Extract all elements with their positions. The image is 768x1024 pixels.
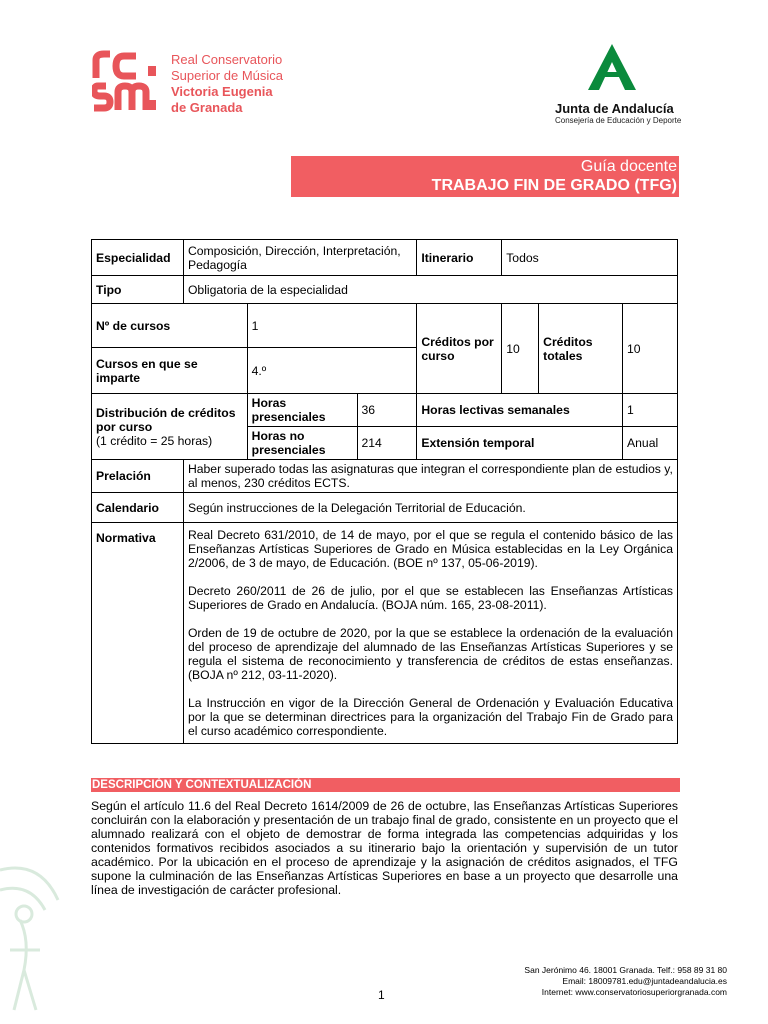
horas-presenciales-value: 36 bbox=[357, 394, 417, 427]
especialidad-value: Composición, Dirección, Interpretación, Pedagogía bbox=[183, 240, 416, 276]
especialidad-label: Especialidad bbox=[92, 240, 184, 276]
banner-subtitle: Guía docente bbox=[580, 158, 677, 175]
itinerario-label: Itinerario bbox=[417, 240, 502, 276]
institution-line-1: Real Conservatorio bbox=[171, 52, 283, 67]
distribucion-label: Distribución de créditos por curso bbox=[96, 405, 236, 434]
tipo-label: Tipo bbox=[92, 276, 184, 304]
normativa-paragraph: Orden de 19 de octubre de 2020, por la que se establece la ordenación de la evaluación del proceso de aprendizaje del alumnado de las Enseñanzas Artísticas Superiores y se regula el sistema de reconocimiento y transferencia de créditos de estas enseñanzas. (BOJA nº 212, 03-11-2020). bbox=[187, 626, 673, 682]
ncursos-label: Nº de cursos bbox=[92, 304, 248, 348]
ncursos-value: 1 bbox=[247, 304, 417, 348]
tipo-value: Obligatoria de la especialidad bbox=[183, 276, 677, 304]
section-heading: DESCRIPCIÓN Y CONTEXTUALIZACIÓN bbox=[91, 778, 680, 792]
normativa-paragraph: Real Decreto 631/2010, de 14 de mayo, por el que se regula el contenido básico de las Enseñanzas Artísticas Superiores de Grado en Música establecidas en la Ley Orgánica 2/2006, de 3 de mayo, de Educación. (BOE nº 137, 05-06-2019). bbox=[187, 528, 673, 570]
institution-line-2: Superior de Música bbox=[171, 68, 283, 83]
footer-contact bbox=[524, 965, 727, 998]
distribucion-note: (1 crédito = 25 horas) bbox=[96, 433, 213, 448]
horas-no-presenciales-value: 214 bbox=[357, 427, 417, 460]
cursos-imparte-label: Cursos en que se imparte bbox=[92, 348, 248, 394]
extension-label: Extensión temporal bbox=[417, 427, 623, 460]
junta-logo bbox=[555, 42, 681, 125]
cursos-imparte-value: 4.º bbox=[247, 348, 417, 394]
junta-subtitle: Consejería de Educación y Deporte bbox=[555, 116, 682, 125]
watermark-emblem-icon bbox=[0, 860, 60, 1024]
institution-name bbox=[171, 52, 283, 116]
footer-address: San Jerónimo 46. 18001 Granada. Telf.: 958 89 31 80 bbox=[524, 965, 727, 975]
distribucion-cell bbox=[92, 394, 248, 460]
creditos-curso-value: 10 bbox=[502, 304, 539, 394]
horas-presenciales-label: Horas presenciales bbox=[247, 394, 357, 427]
horas-lectivas-value: 1 bbox=[623, 394, 678, 427]
course-info-table bbox=[91, 239, 678, 744]
creditos-totales-label: Créditos totales bbox=[539, 304, 623, 394]
prelacion-label: Prelación bbox=[92, 460, 184, 493]
rcsm-logo-icon bbox=[92, 50, 162, 112]
horas-lectivas-label: Horas lectivas semanales bbox=[417, 394, 623, 427]
normativa-label: Normativa bbox=[92, 523, 184, 744]
creditos-totales-value: 10 bbox=[623, 304, 678, 394]
title-banner bbox=[291, 156, 679, 197]
section-body: Según el artículo 11.6 del Real Decreto 1614/2009 de 26 de octubre, las Enseñanzas Artísticas Superiores concluirán con la elaboración y presentación de un trabajo final de grado, consistente en un proyecto que el alumnado realizará con el objeto de demostrar de forma integrada las competencias adquiridas y los contenidos formativos recibidos asociados a su itinerario bajo la orientación y supervisión de un tutor académico. Por la ubicación en el proceso de aprendizaje y la asignación de créditos asignados, el TFG supone la culminación de las Enseñanzas Artísticas Superiores en base a un proyecto que desarrolle una línea de investigación de carácter profesional. bbox=[91, 799, 678, 897]
extension-value: Anual bbox=[623, 427, 678, 460]
creditos-curso-label: Créditos por curso bbox=[417, 304, 502, 394]
junta-a-icon bbox=[582, 42, 642, 92]
normativa-paragraph: Decreto 260/2011 de 26 de julio, por el que se establecen las Enseñanzas Artísticas Superiores de Grado en Andalucía. (BOJA núm. 165, 23-08-2011). bbox=[187, 584, 673, 612]
normativa-value bbox=[183, 523, 677, 744]
footer-email[interactable]: Email: 18009781.edu@juntadeandalucia.es bbox=[562, 976, 727, 986]
footer-internet[interactable]: Internet: www.conservatoriosuperiorgranada.com bbox=[541, 987, 727, 997]
calendario-value: Según instrucciones de la Delegación Territorial de Educación. bbox=[183, 493, 677, 523]
banner-title: TRABAJO FIN DE GRADO (TFG) bbox=[431, 177, 677, 194]
itinerario-value: Todos bbox=[502, 240, 678, 276]
normativa-paragraph: La Instrucción en vigor de la Dirección General de Ordenación y Evaluación Educativa por la que se determinan directrices para la organización del Trabajo Fin de Grado para el curso académico correspondiente. bbox=[187, 696, 673, 738]
calendario-label: Calendario bbox=[92, 493, 184, 523]
institution-line-4: de Granada bbox=[171, 100, 243, 115]
institution-line-3: Victoria Eugenia bbox=[171, 84, 273, 99]
prelacion-value: Haber superado todas las asignaturas que integran el correspondiente plan de estudios y, al menos, 230 créditos ECTS. bbox=[183, 460, 677, 493]
page-number: 1 bbox=[378, 988, 385, 1002]
junta-title: Junta de Andalucía bbox=[555, 101, 674, 116]
horas-no-presenciales-label: Horas no presenciales bbox=[247, 427, 357, 460]
